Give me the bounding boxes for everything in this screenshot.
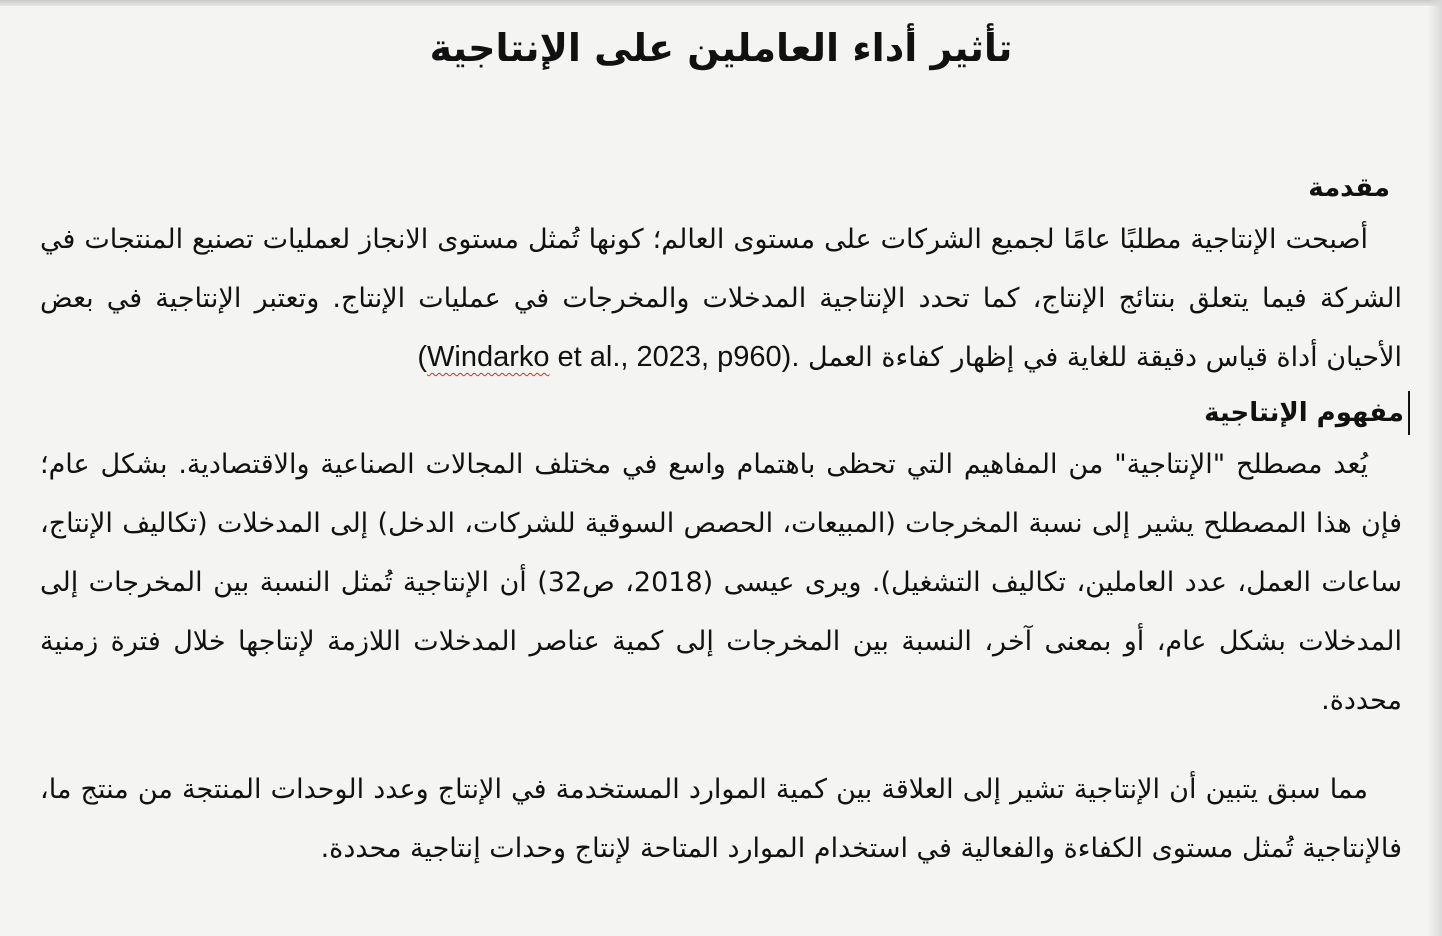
paragraph-concept-text: يُعد مصطلح "الإنتاجية" من المفاهيم التي تحظى باهتمام واسع في مختلف المجالات الصناعية والاقتصادية. بشكل عام؛ فإن هذا المصطلح يشير إلى نسبة المخرجات (المبيعات، الحصص السوقية للشركات، الدخل) إلى المدخلات (تكاليف الإنتاج، ساعات العمل، عدد العاملين، تكاليف التشغيل). ويرى عيسى (2018، ص32) أن الإنتاجية تُمثل النسبة بين المخرجات إلى المدخلات بشكل عام، أو بمعنى آخر، النسبة بين المخرجات إلى كمية عناصر المدخلات اللازمة لإنتاجها خلال فترة زمنية محددة. (40, 449, 1402, 716)
paragraph-concept (40, 435, 1402, 730)
citation-open-paren: ( (417, 341, 427, 373)
citation-windarko (417, 341, 799, 373)
citation-author: Windarko (427, 341, 550, 373)
document-page (40, 18, 1402, 878)
citation-details: et al., 2023, p960). (549, 341, 800, 373)
paragraph-intro-text: أصبحت الإنتاجية مطلبًا عامًا لجميع الشركات على مستوى العالم؛ كونها تُمثل مستوى الانجاز لعمليات تصنيع المنتجات في الشركة فيما يتعلق بنتائج الإنتاج، كما تحدد الإنتاجية المدخلات والمخرجات في عمليات الإنتاج. وتعتبر الإنتاجية في بعض الأحيان أداة قياس دقيقة للغاية في إظهار كفاءة العمل (40, 224, 1402, 373)
paragraph-summary (40, 760, 1402, 878)
screen-edge-shade (1428, 0, 1442, 936)
document-title: تأثير أداء العاملين على الإنتاجية (429, 26, 1013, 70)
heading-concept: مفهوم الإنتاجية (1204, 391, 1410, 435)
paragraph-intro (40, 210, 1402, 387)
window-top-edge (0, 0, 1442, 6)
paragraph-summary-text: مما سبق يتبين أن الإنتاجية تشير إلى العلاقة بين كمية الموارد المستخدمة في الإنتاج وعدد الوحدات المنتجة من منتج ما، فالإنتاجية تُمثل مستوى الكفاءة والفعالية في استخدام الموارد المتاحة لإنتاج وحدات إنتاجية محددة. (40, 774, 1402, 864)
heading-intro: مقدمة (1308, 173, 1390, 203)
